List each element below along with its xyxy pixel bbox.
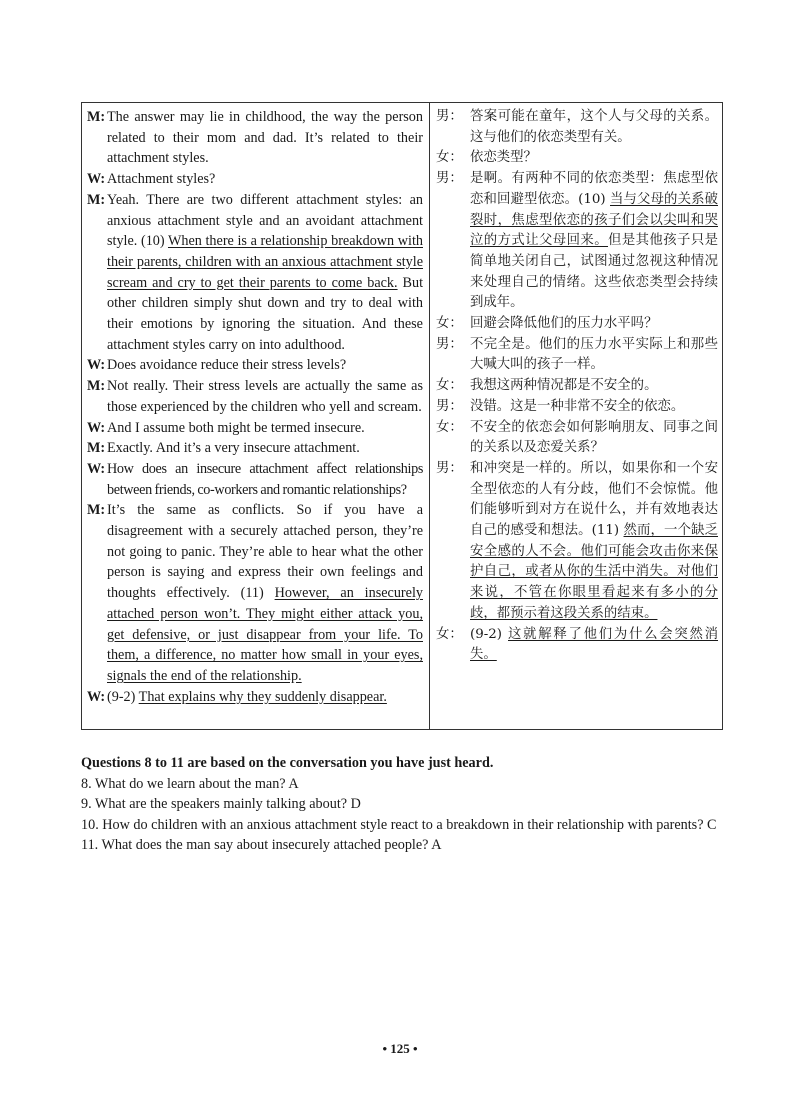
chinese-dialogue-turn <box>436 625 718 666</box>
dialogue-text <box>107 459 423 500</box>
text-segment: 没错。这是一种非常不安全的依恋。 <box>470 398 685 414</box>
text-segment: 我想这两种情况都是不安全的。 <box>470 378 658 394</box>
speaker-label: 女： <box>436 316 463 332</box>
dialogue-text <box>470 169 718 314</box>
english-dialogue-turn <box>87 687 423 708</box>
questions-heading: Questions 8 to 11 are based on the conversation you have just heard. <box>81 755 494 771</box>
dialogue-text <box>470 148 718 169</box>
page-number: • 125 • <box>382 1041 418 1056</box>
text-segment: Not really. Their stress levels are actually the same as those experienced by the children who yell and scream. <box>107 378 423 415</box>
question-item: 10. How do children with an anxious attachment style react to a breakdown in their relationship with parents? C <box>81 816 717 833</box>
text-segment: 不安全的依恋会如何影响朋友、同事之间的关系以及恋爱关系？ <box>470 419 718 456</box>
text-segment: 答案可能在童年，这个人与父母的关系。这与他们的依恋类型有关。 <box>470 109 718 145</box>
transcript-table <box>81 102 723 730</box>
chinese-dialogue-turn <box>436 314 718 335</box>
speaker-label: M: <box>87 378 106 395</box>
text-segment: (9-2) <box>107 688 139 705</box>
speaker-label: 男： <box>436 109 463 124</box>
speaker-label: W: <box>87 688 106 705</box>
questions-section <box>81 753 741 856</box>
english-dialogue-turn <box>87 418 423 439</box>
text-segment: 依恋类型？ <box>470 150 537 166</box>
speaker-label: 男： <box>436 398 463 414</box>
speaker-label: 男： <box>436 171 463 187</box>
speaker-label: M: <box>87 191 106 208</box>
english-dialogue-turn <box>87 355 423 376</box>
dialogue-text <box>107 687 423 708</box>
dialogue-text <box>470 459 718 625</box>
speaker-label: 女： <box>436 378 463 394</box>
text-segment: (9-2) <box>470 626 509 642</box>
speaker-label: M: <box>87 109 106 125</box>
dialogue-text <box>470 625 718 666</box>
speaker-label: 女： <box>436 419 463 435</box>
chinese-dialogue-turn <box>436 148 718 169</box>
dialogue-text <box>470 335 718 376</box>
speaker-label: W: <box>87 460 106 477</box>
english-dialogue-turn <box>87 169 423 190</box>
question-item: 8. What do we learn about the man? A <box>81 775 299 792</box>
dialogue-text <box>107 500 423 686</box>
text-segment: 回避会降低他们的压力水平吗？ <box>470 316 658 332</box>
text-segment: Does avoidance reduce their stress levels? <box>107 357 347 374</box>
text-segment: How does an insecure attachment affect relationships between friends, co-workers and romantic relationships? <box>107 460 423 498</box>
text-segment: Yeah. There are two different attachment styles: an anxious attachment style and an avoidant attachment style. (10) <box>107 191 423 250</box>
dialogue-text <box>107 355 423 376</box>
english-dialogue-turn <box>87 107 423 169</box>
text-segment: Attachment styles? <box>107 171 216 188</box>
speaker-label: W: <box>87 419 106 436</box>
text-segment: 和冲突是一样的。所以，如果你和一个安全型依恋的人有分歧，他们不会惊慌。他们能够听到对方在说什么，并有效地表达自己的感受和想法。(11) <box>470 460 718 539</box>
text-segment: But other children simply shut down and try to deal with their emotions by ignoring the situation. And these attachment styles carry on into adulthood. <box>107 274 424 353</box>
text-segment: The answer may lie in childhood, the way the person related to their mom and dad. It’s related to their attachment styles. <box>107 109 423 167</box>
chinese-dialogue-turn <box>436 335 718 376</box>
english-dialogue-turn <box>87 376 423 417</box>
chinese-dialogue-turn <box>436 418 718 459</box>
dialogue-text <box>107 438 423 459</box>
dialogue-text <box>107 107 423 169</box>
dialogue-text <box>107 418 423 439</box>
english-dialogue-turn <box>87 190 423 356</box>
dialogue-text <box>470 418 718 459</box>
answer-underline-text: However, an insecurely attached person won’t. They might either attack you, get defensive, or just disappear from your life. To them, a difference, no matter how small in your eyes, signals the end of the relationship. <box>107 585 423 684</box>
dialogue-text <box>470 376 718 397</box>
speaker-label: 女： <box>436 626 463 642</box>
chinese-dialogue-turn <box>436 169 718 314</box>
question-item: 11. What does the man say about insecurely attached people? A <box>81 837 442 854</box>
speaker-label: M: <box>87 440 106 457</box>
speaker-label: W: <box>87 171 106 188</box>
text-segment: 不完全是。他们的压力水平实际上和那些大喊大叫的孩子一样。 <box>470 336 718 373</box>
speaker-label: 女： <box>436 150 463 166</box>
text-segment: 是啊。有两种不同的依恋类型：焦虑型依恋和回避型依恋。(10) <box>470 171 718 207</box>
dialogue-text <box>470 107 718 148</box>
english-dialogue-turn <box>87 438 423 459</box>
chinese-dialogue-turn <box>436 459 718 625</box>
english-column <box>82 103 430 729</box>
answer-underline-text: 然而，一个缺乏安全感的人不会。他们可能会攻击你来保护自己，或者从你的生活中消失。对他们来说，不管在你眼里看起来有多小的分歧，都预示着这段关系的结束。 <box>470 523 718 621</box>
chinese-dialogue-turn <box>436 376 718 397</box>
answer-underline-text: 当与父母的关系破裂时，焦虑型依恋的孩子们会以尖叫和哭泣的方式让父母回来。 <box>470 191 718 249</box>
dialogue-text <box>107 169 423 190</box>
speaker-label: 男： <box>436 336 463 352</box>
speaker-label: W: <box>87 357 106 374</box>
dialogue-text <box>107 190 423 356</box>
english-dialogue-turn <box>87 500 423 686</box>
text-segment: It’s the same as conflicts. So if you have a disagreement with a securely attached person, they’re not going to panic. They’re able to hear what the other person is saying and express their own feelings and thoughts effectively. (11) <box>107 502 423 602</box>
question-item: 9. What are the speakers mainly talking about? D <box>81 796 361 813</box>
answer-underline-text: That explains why they suddenly disappear. <box>138 688 387 705</box>
speaker-label: M: <box>87 502 106 519</box>
dialogue-text <box>470 397 718 418</box>
answer-underline-text: When there is a relationship breakdown with their parents, children with an anxious attachment style scream and cry to get their parents to come back. <box>107 233 423 291</box>
chinese-dialogue-turn <box>436 107 718 148</box>
chinese-dialogue-turn <box>436 397 718 418</box>
text-segment: Exactly. And it’s a very insecure attachment. <box>107 440 360 457</box>
dialogue-text <box>470 314 718 335</box>
answer-underline-text: 这就解释了他们为什么会突然消失。 <box>470 626 719 663</box>
dialogue-text <box>107 376 423 417</box>
english-dialogue-turn <box>87 459 423 500</box>
text-segment: And I assume both might be termed insecure. <box>107 419 365 436</box>
speaker-label: 男： <box>436 460 463 476</box>
chinese-column <box>430 103 722 729</box>
text-segment: 但是其他孩子只是简单地关闭自己，试图通过忽视这种情况来处理自己的情绪。这些依恋类型会持续到成年。 <box>470 233 719 311</box>
